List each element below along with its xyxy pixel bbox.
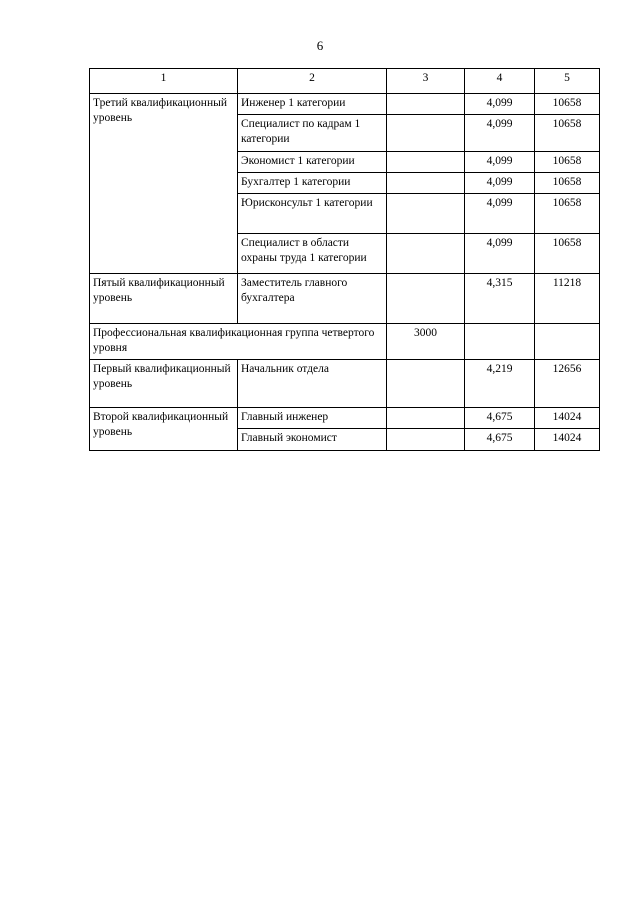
group-title-cell: Профессиональная квалификационная группа четвертого уровня — [90, 323, 387, 359]
col3-cell — [387, 233, 465, 273]
col3-cell — [387, 273, 465, 323]
position-cell: Главный экономист — [238, 429, 387, 450]
header-cell-5: 5 — [535, 69, 600, 94]
level-cell-fifth: Пятый квалификационный уровень — [90, 273, 238, 323]
col3-cell — [387, 115, 465, 151]
group-col5-cell — [535, 323, 600, 359]
coefficient-cell: 4,675 — [465, 408, 535, 429]
col3-cell — [387, 429, 465, 450]
position-cell: Заместитель главного бухгалтера — [238, 273, 387, 323]
position-cell: Специалист по кадрам 1 категории — [238, 115, 387, 151]
level-cell-second: Второй квалификационный уровень — [90, 408, 238, 450]
coefficient-cell: 4,099 — [465, 172, 535, 193]
level-cell-third: Третий квалификационный уровень — [90, 94, 238, 274]
position-cell: Бухгалтер 1 категории — [238, 172, 387, 193]
position-cell: Экономист 1 категории — [238, 151, 387, 172]
salary-cell: 11218 — [535, 273, 600, 323]
group-base-salary-cell: 3000 — [387, 323, 465, 359]
coefficient-cell: 4,219 — [465, 360, 535, 408]
col3-cell — [387, 172, 465, 193]
group-col4-cell — [465, 323, 535, 359]
col3-cell — [387, 193, 465, 233]
header-cell-1: 1 — [90, 69, 238, 94]
position-cell: Начальник отдела — [238, 360, 387, 408]
salary-cell: 10658 — [535, 151, 600, 172]
page-number: 6 — [316, 38, 324, 53]
header-cell-2: 2 — [238, 69, 387, 94]
salary-cell: 10658 — [535, 94, 600, 115]
salary-cell: 10658 — [535, 115, 600, 151]
salary-cell: 14024 — [535, 408, 600, 429]
position-cell: Специалист в области охраны труда 1 категории — [238, 233, 387, 273]
group-header-row — [90, 323, 600, 359]
coefficient-cell: 4,099 — [465, 233, 535, 273]
salary-cell: 14024 — [535, 429, 600, 450]
coefficient-cell: 4,315 — [465, 273, 535, 323]
table-row — [90, 273, 600, 323]
table-row — [90, 408, 600, 429]
position-cell: Главный инженер — [238, 408, 387, 429]
position-cell: Инженер 1 категории — [238, 94, 387, 115]
coefficient-cell: 4,099 — [465, 94, 535, 115]
col3-cell — [387, 408, 465, 429]
salary-table — [89, 68, 600, 451]
table-row — [90, 94, 600, 115]
col3-cell — [387, 151, 465, 172]
salary-cell: 10658 — [535, 172, 600, 193]
coefficient-cell: 4,099 — [465, 115, 535, 151]
header-cell-3: 3 — [387, 69, 465, 94]
col3-cell — [387, 360, 465, 408]
level-cell-first: Первый квалификационный уровень — [90, 360, 238, 408]
coefficient-cell: 4,099 — [465, 151, 535, 172]
table-row — [90, 360, 600, 408]
table-header-row — [90, 69, 600, 94]
coefficient-cell: 4,675 — [465, 429, 535, 450]
salary-cell: 10658 — [535, 233, 600, 273]
coefficient-cell: 4,099 — [465, 193, 535, 233]
header-cell-4: 4 — [465, 69, 535, 94]
col3-cell — [387, 94, 465, 115]
position-cell: Юрисконсульт 1 категории — [238, 193, 387, 233]
salary-cell: 12656 — [535, 360, 600, 408]
salary-cell: 10658 — [535, 193, 600, 233]
